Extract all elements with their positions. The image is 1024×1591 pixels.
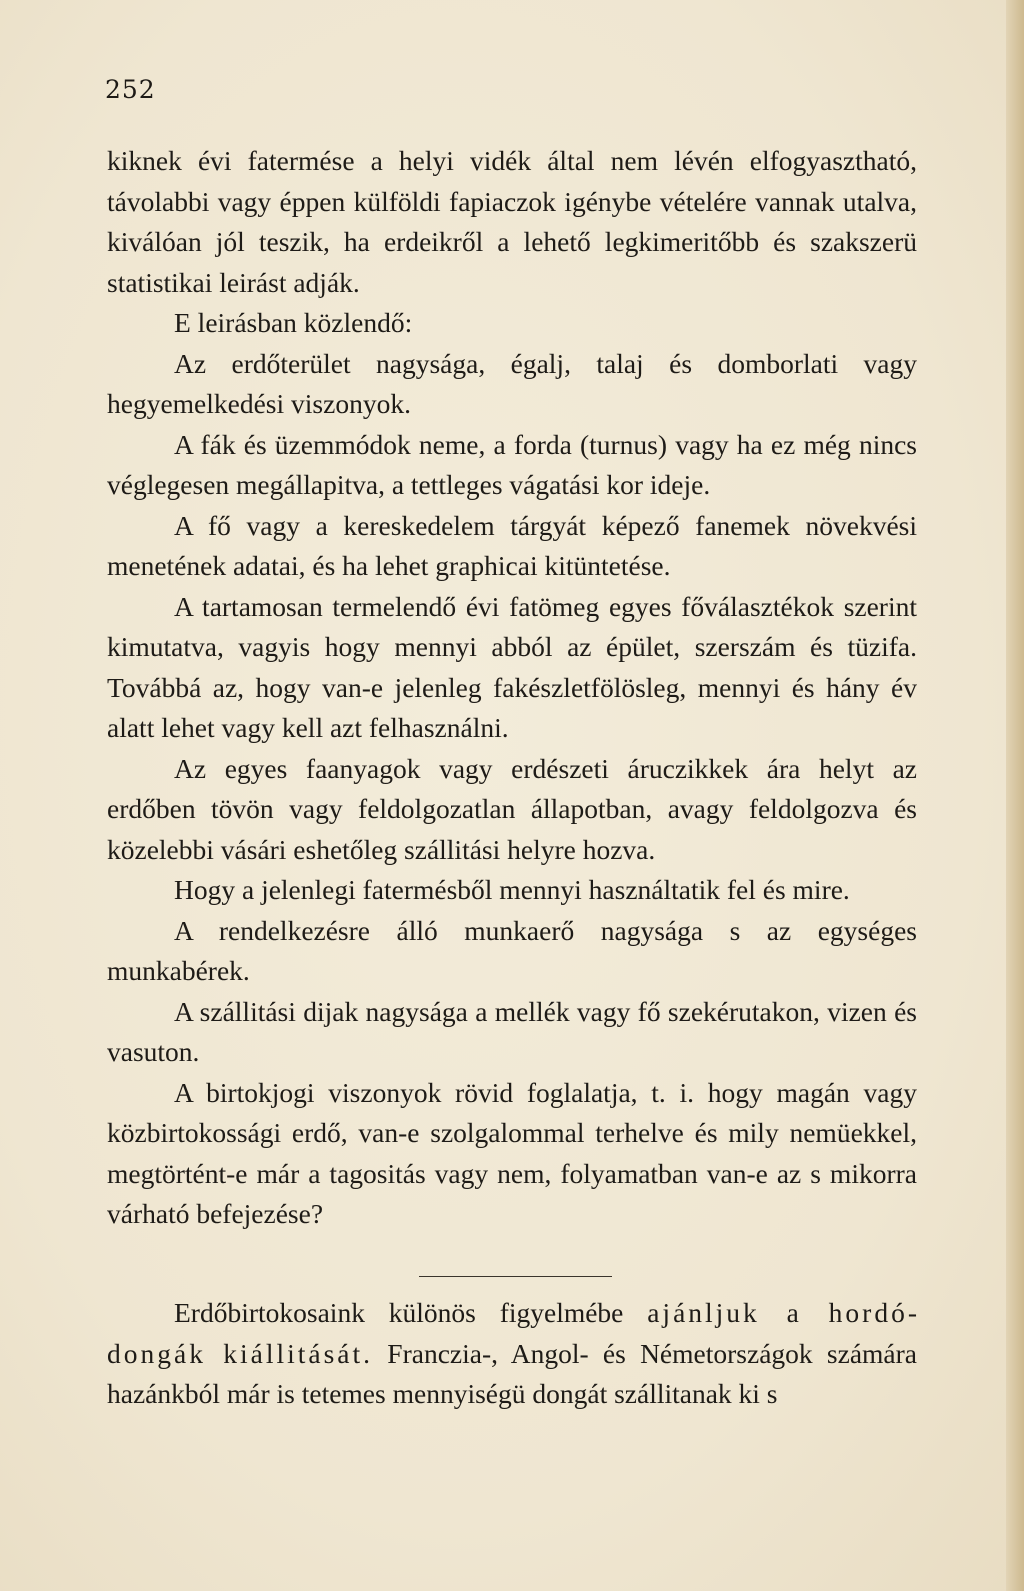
paragraph-prices: Az egyes faanyagok vagy erdészeti áruczikkek ára helyt az erdőben tövön vagy feldolgozatlan állapotban, avagy feldolgozva és közelebbi vásári eshetőleg szállitási helyre hozva. bbox=[107, 752, 917, 865]
page-number: 252 bbox=[105, 75, 156, 104]
paragraph-yield: A tartamosan termelendő évi fatömeg egyes főválasztékok szerint kimutatva, vagyis hogy mennyi abból az épület, szerszám és tüzifa. Továbbá az, hogy van-e jelenleg fakészletfölösleg, mennyi és hány év alatt lehet vagy kell azt felhasználni. bbox=[107, 590, 917, 743]
paragraph-labor: A rendelkezésre álló munkaerő nagysága s az egységes munkabérek. bbox=[107, 914, 917, 986]
closing-text bbox=[107, 1293, 917, 1415]
paragraph-heading: E leirásban közlendő: bbox=[174, 307, 413, 338]
paragraph-staves bbox=[107, 1293, 917, 1415]
closing-part-3: Franczia-, Angol- és Németországok számára hazánkból már is tetemes mennyiségü dongát szállitanak ki s bbox=[107, 1337, 917, 1409]
paragraph-intro: kiknek évi fatermése a helyi vidék által nem lévén elfogyasztható, távolabbi vagy éppen külföldi fapiaczok igénybe vételére vannak utalva, kiválóan jól teszik, ha erdeikről a lehető legkimeritőbb és szakszerü statistikai leirást adják. bbox=[107, 145, 917, 298]
main-text bbox=[107, 141, 917, 1235]
section-divider bbox=[419, 1276, 612, 1277]
paragraph-transport: A szállitási dijak nagysága a mellék vagy fő szekérutakon, vizen és vasuton. bbox=[107, 995, 917, 1067]
closing-emphasis: ajánljuk a hordódongák kiállitását. bbox=[107, 1297, 917, 1369]
paragraph-growth: A fő vagy a kereskedelem tárgyát képező fanemek növekvési menetének adatai, és ha lehet graphicai kitüntetése. bbox=[107, 509, 917, 581]
paragraph-area: Az erdőterület nagysága, égalj, talaj és domborlati vagy hegyemelkedési viszonyok. bbox=[107, 347, 917, 419]
page-edge bbox=[1006, 0, 1024, 1591]
closing-part-1: Erdőbirtokosaink különös figyelmébe bbox=[174, 1297, 648, 1328]
paragraph-usage: Hogy a jelenlegi fatermésből mennyi használtatik fel és mire. bbox=[174, 874, 850, 905]
paragraph-ownership: A birtokjogi viszonyok rövid foglalatja, t. i. hogy magán vagy közbirtokossági erdő, van-e szolgalommal terhelve és mily nemüekkel, megtörtént-e már a tagositás vagy nem, folyamatban van-e az s mikorra várható befejezése? bbox=[107, 1076, 917, 1229]
paragraph-trees: A fák és üzemmódok neme, a forda (turnus) vagy ha ez még nincs véglegesen megállapitva, a tettleges vágatási kor ideje. bbox=[107, 428, 917, 500]
